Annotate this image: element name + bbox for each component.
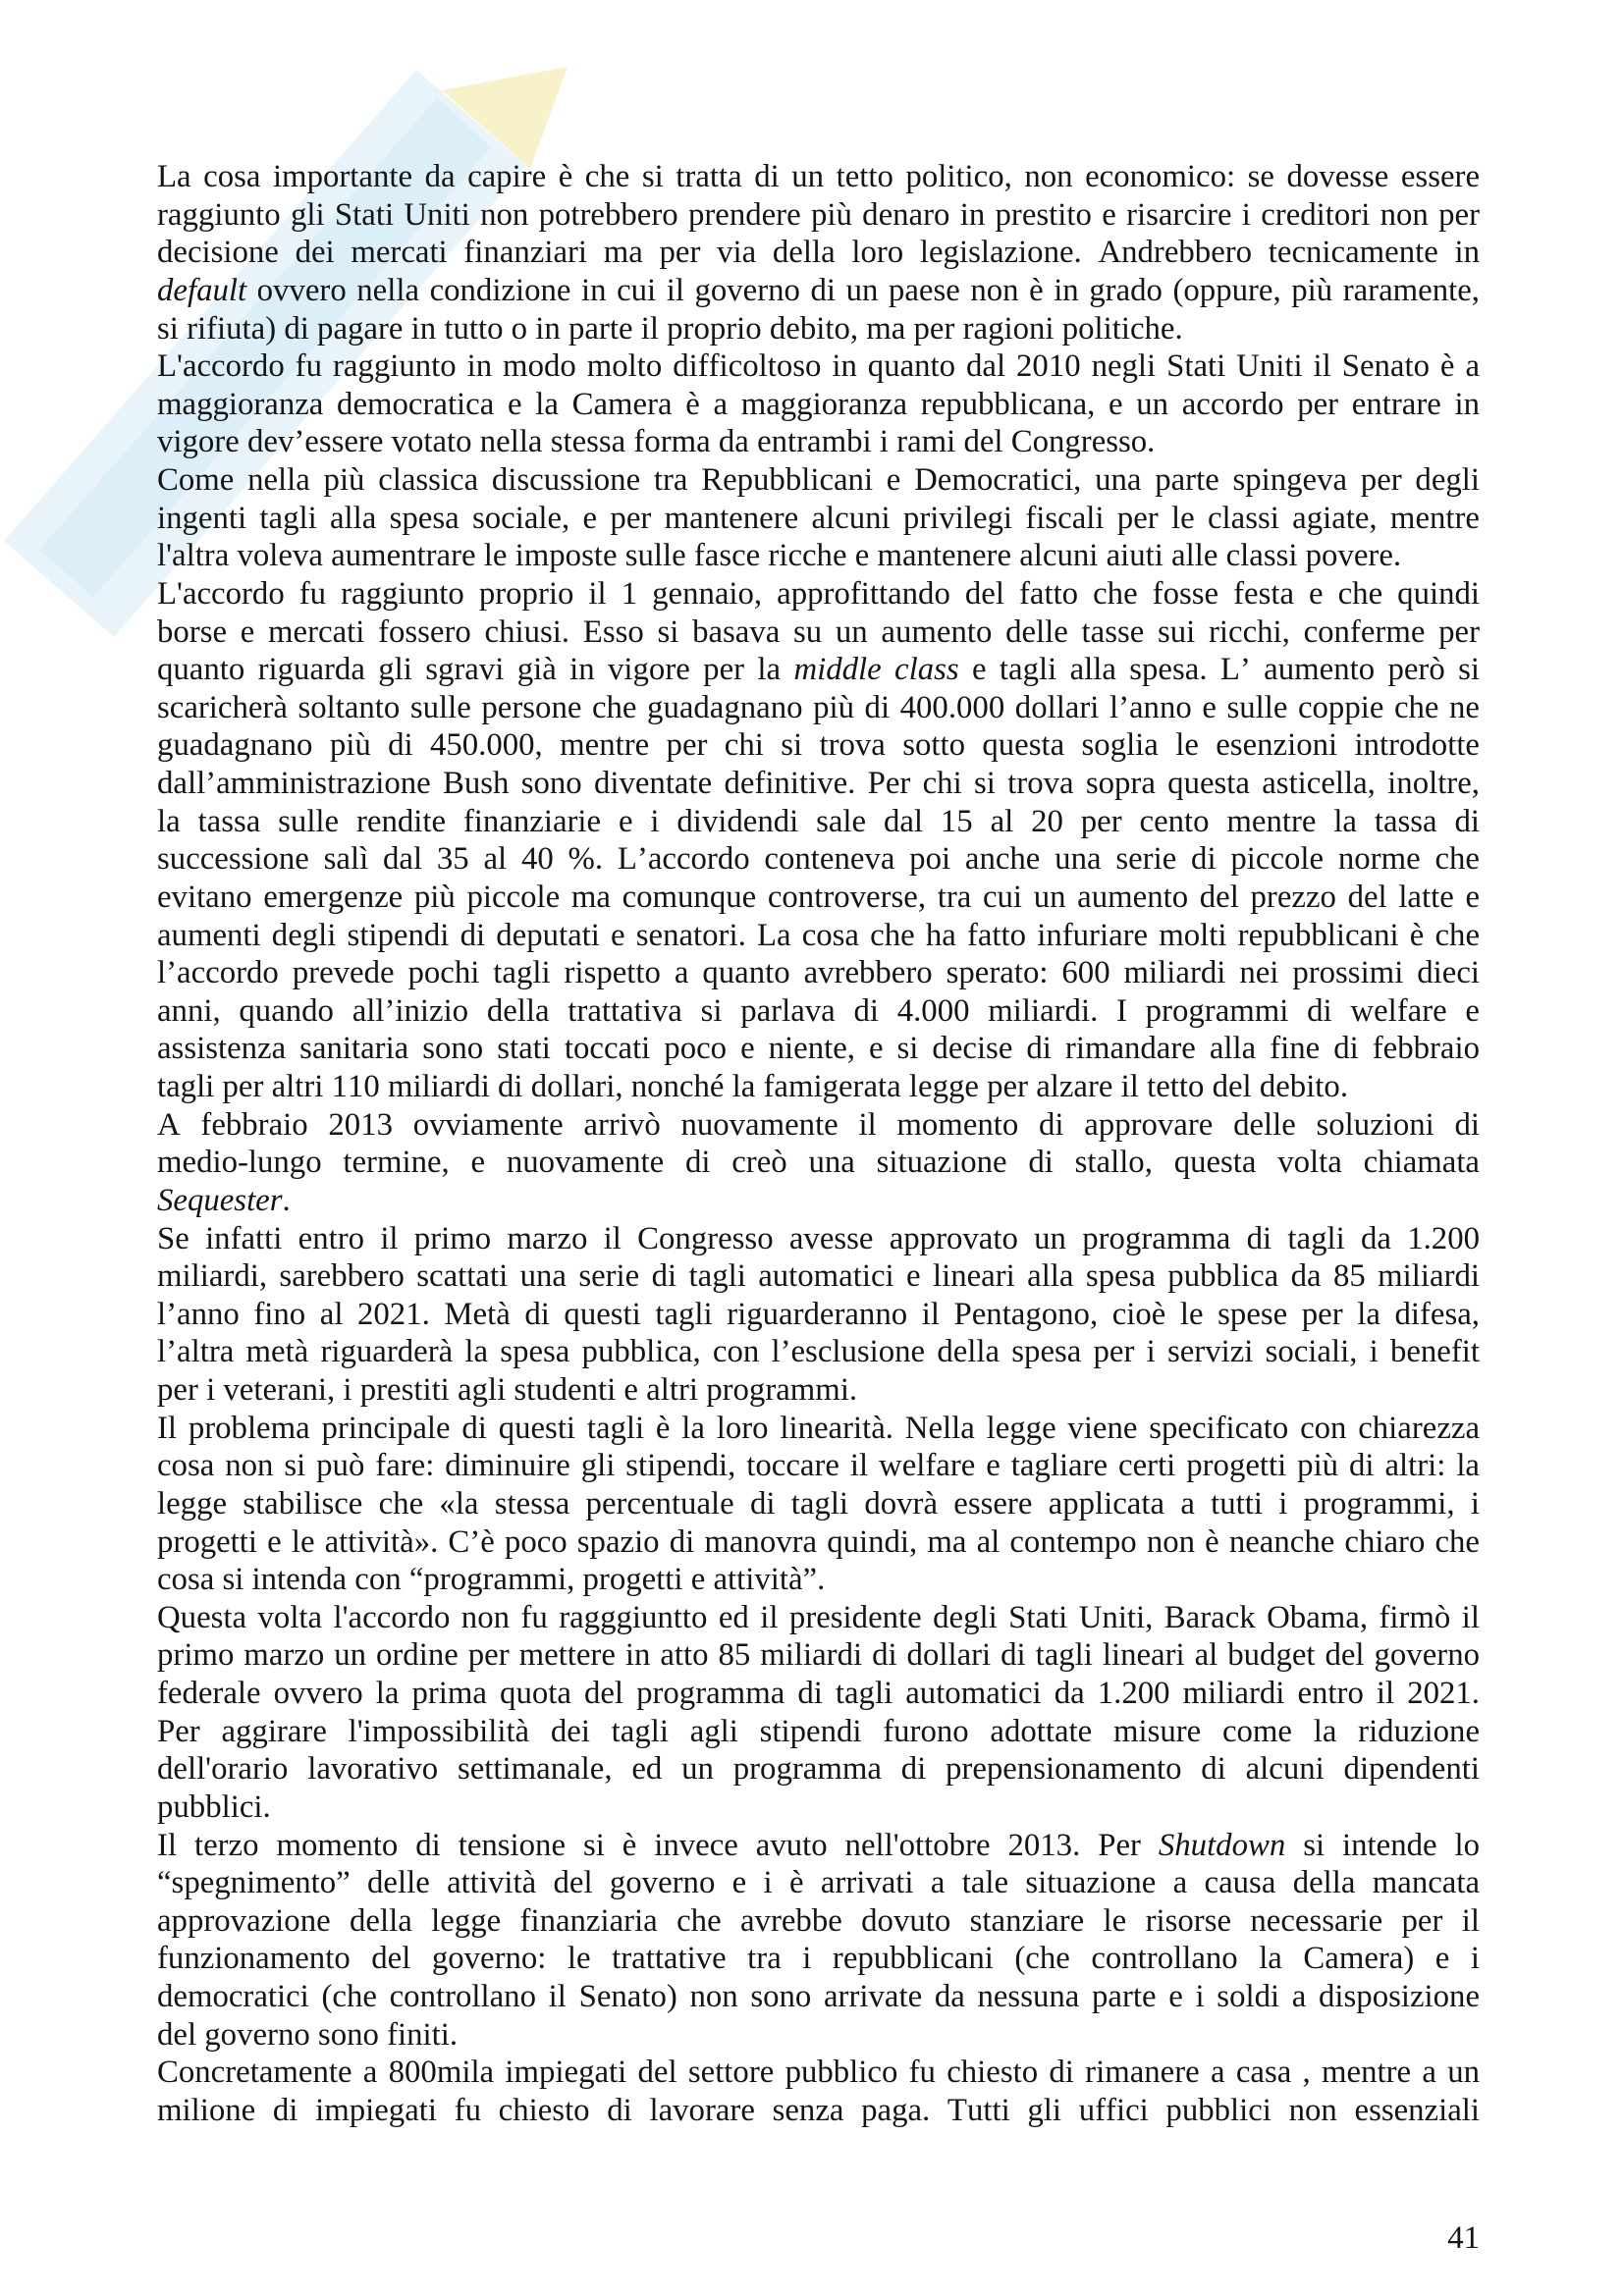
text-line: l’accordo prevede pochi tagli rispetto a quanto avrebbero sperato: 600 miliardi nei prossimi dieci	[157, 955, 1480, 991]
text-line: per i veterani, i prestiti agli studenti e altri programmi.	[157, 1372, 858, 1408]
text-line: legge stabilisce che «la stessa percentuale di tagli dovrà essere applicata a tutti i programmi, i	[157, 1485, 1480, 1522]
text-line: Il problema principale di questi tagli è la loro linearità. Nella legge viene specificato con chiarezza	[157, 1410, 1480, 1446]
text-run: si intende lo	[1285, 1827, 1480, 1863]
text-line: successione salì dal 35 al 40 %. L’accordo conteneva poi anche una serie di piccole norme che	[157, 841, 1480, 878]
text-line: primo marzo un ordine per mettere in atto 85 miliardi di dollari di tagli lineari al budget del governo	[157, 1637, 1480, 1674]
text-line: pubblici.	[157, 1789, 271, 1825]
text-run: e tagli alla spesa. L’ aumento però si	[958, 652, 1480, 688]
text-line: dell'orario lavorativo settimanale, ed un programma di prepensionamento di alcuni dipendenti	[157, 1751, 1480, 1788]
text-line: Come nella più classica discussione tra Repubblicani e Democratici, una parte spingeva per degli	[157, 462, 1480, 498]
text-line	[157, 651, 1480, 689]
text-line: decisione dei mercati finanziari ma per via della loro legislazione. Andrebbero tecnicamente in	[157, 235, 1480, 271]
text-line: democratici (che controllano il Senato) non sono arrivate da nessuna parte e i soldi a disposizione	[157, 1979, 1480, 2014]
text-line: miliardi, sarebbero scattati una serie di tagli automatici e lineari alla spesa pubblica da 85 miliardi	[157, 1258, 1480, 1295]
text-line: l’anno fino al 2021. Metà di questi tagli riguarderanno il Pentagono, cioè le spese per la difesa,	[157, 1296, 1480, 1332]
italic-text: default	[157, 272, 247, 308]
text-line: Se infatti entro il primo marzo il Congresso avesse approvato un programma di tagli da 1.200	[157, 1220, 1480, 1256]
text-line	[157, 1827, 1480, 1865]
text-line: progetti e le attività». C’è poco spazio di manovra quindi, ma al contempo non è neanche chiaro che	[157, 1523, 1480, 1560]
text-line: La cosa importante da capire è che si tratta di un tetto politico, non economico: se dovesse essere	[157, 159, 1480, 194]
text-line: maggioranza democratica e la Camera è a maggioranza repubblicana, e un accordo per entrare in	[157, 386, 1480, 422]
text-line: aumenti degli stipendi di deputati e senatori. La cosa che ha fatto infuriare molti repubblicani è che	[157, 917, 1480, 953]
paragraph	[157, 2054, 1480, 2129]
paragraph	[157, 158, 1480, 347]
paragraph	[157, 1827, 1480, 2055]
text-line: milione di impiegati fu chiesto di lavorare senza paga. Tutti gli uffici pubblici non essenziali	[157, 2092, 1480, 2128]
italic-text: Sequester	[157, 1182, 283, 1218]
text-line: si rifiuta) di pagare in tutto o in parte il proprio debito, ma per ragioni politiche.	[157, 310, 1183, 347]
text-line: Per aggirare l'impossibilità dei tagli agli stipendi furono adottate misure come la riduzione	[157, 1713, 1480, 1749]
text-line: tagli per altri 110 miliardi di dollari, nonché la famigerata legge per alzare il tetto del debito.	[157, 1069, 1349, 1104]
paragraph	[157, 461, 1480, 575]
text-line: borse e mercati fossero chiusi. Esso si basava su un aumento delle tasse sui ricchi, conferme per	[157, 614, 1480, 650]
text-line: federale ovvero la prima quota del programma di tagli automatici da 1.200 miliardi entro il 2021.	[157, 1676, 1480, 1711]
text-line: l'altra voleva aumentrare le imposte sulle fasce ricche e mantenere alcuni aiuti alle classi povere.	[157, 538, 1402, 574]
text-line: la tassa sulle rendite finanziarie e i dividendi sale dal 15 al 20 per cento mentre la tassa di	[157, 803, 1480, 839]
text-line: medio-lungo termine, e nuovamente di creò una situazione di stallo, questa volta chiamata	[157, 1145, 1480, 1181]
text-line	[157, 272, 1480, 310]
text-line: dall’amministrazione Bush sono diventate definitive. Per chi si trova sopra questa asticella, inoltre,	[157, 766, 1480, 801]
paragraph	[157, 347, 1480, 461]
text-line: Questa volta l'accordo non fu ragggiuntto ed il presidente degli Stati Uniti, Barack Obama, firmò il	[157, 1599, 1480, 1635]
text-line: ingenti tagli alla spesa sociale, e per mantenere alcuni privilegi fiscali per le classi agiate, mentre	[157, 500, 1480, 536]
text-line: anni, quando all’inizio della trattativa si parlava di 4.000 miliardi. I programmi di welfare e	[157, 992, 1480, 1029]
text-line: cosa si intenda con “programmi, progetti e attività”.	[157, 1562, 826, 1598]
document-body	[157, 158, 1480, 2130]
text-run: ovvero nella condizione in cui il governo di un paese non è in grado (oppure, più raramente,	[246, 272, 1480, 308]
text-line: approvazione della legge finanziaria che avrebbe dovuto stanziare le risorse necessarie per il	[157, 1902, 1480, 1939]
text-line: Concretamente a 800mila impiegati del settore pubblico fu chiesto di rimanere a casa , mentre a un	[157, 2055, 1480, 2091]
text-line: evitano emergenze più piccole ma comunque controverse, tra cui un aumento del prezzo del latte e	[157, 879, 1480, 915]
paragraph	[157, 1410, 1480, 1599]
text-line: scaricherà soltanto sulle persone che guadagnano più di 400.000 dollari l’anno e sulle coppie che ne	[157, 689, 1480, 725]
paragraph	[157, 575, 1480, 1106]
text-line: guadagnano più di 450.000, mentre per chi si trova sotto questa soglia le esenzioni introdotte	[157, 727, 1480, 764]
italic-text: Shutdown	[1158, 1827, 1286, 1863]
text-line: L'accordo fu raggiunto in modo molto difficoltoso in quanto dal 2010 negli Stati Uniti il Senato è a	[157, 348, 1480, 385]
text-line: A febbraio 2013 ovviamente arrivò nuovamente il momento di approvare delle soluzioni di	[157, 1106, 1480, 1143]
text-line: funzionamento del governo: le trattative tra i repubblicani (che controllano la Camera) e i	[157, 1941, 1480, 1977]
text-line	[157, 1182, 1480, 1220]
paragraph	[157, 1220, 1480, 1410]
text-run: .	[282, 1182, 291, 1218]
text-line: cosa non si può fare: diminuire gli stipendi, toccare il welfare e tagliare certi progetti più di altri: la	[157, 1448, 1480, 1484]
page-number: 41	[1447, 2220, 1480, 2256]
text-line: l’altra metà riguarderà la spesa pubblica, con l’esclusione della spesa per i servizi sociali, i benefit	[157, 1334, 1480, 1370]
italic-text: middle class	[793, 652, 959, 688]
text-line: L'accordo fu raggiunto proprio il 1 gennaio, approfittando del fatto che fosse festa e che quindi	[157, 575, 1480, 612]
text-line: “spegnimento” delle attività del governo e i è arrivati a tale situazione a causa della mancata	[157, 1865, 1480, 1901]
text-run: quanto riguarda gli sgravi già in vigore per la	[157, 652, 794, 688]
paragraph	[157, 1106, 1480, 1220]
paragraph	[157, 1599, 1480, 1827]
text-line: del governo sono finiti.	[157, 2016, 459, 2053]
text-line: raggiunto gli Stati Uniti non potrebbero prendere più denaro in prestito e risarcire i creditori non per	[157, 196, 1480, 233]
text-line: vigore dev’essere votato nella stessa forma da entrambi i rami del Congresso.	[157, 424, 1156, 460]
text-line: assistenza sanitaria sono stati toccati poco e niente, e si decise di rimandare alla fine di febbraio	[157, 1031, 1480, 1067]
text-run: Il terzo momento di tensione si è invece avuto nell'ottobre 2013. Per	[157, 1827, 1159, 1863]
